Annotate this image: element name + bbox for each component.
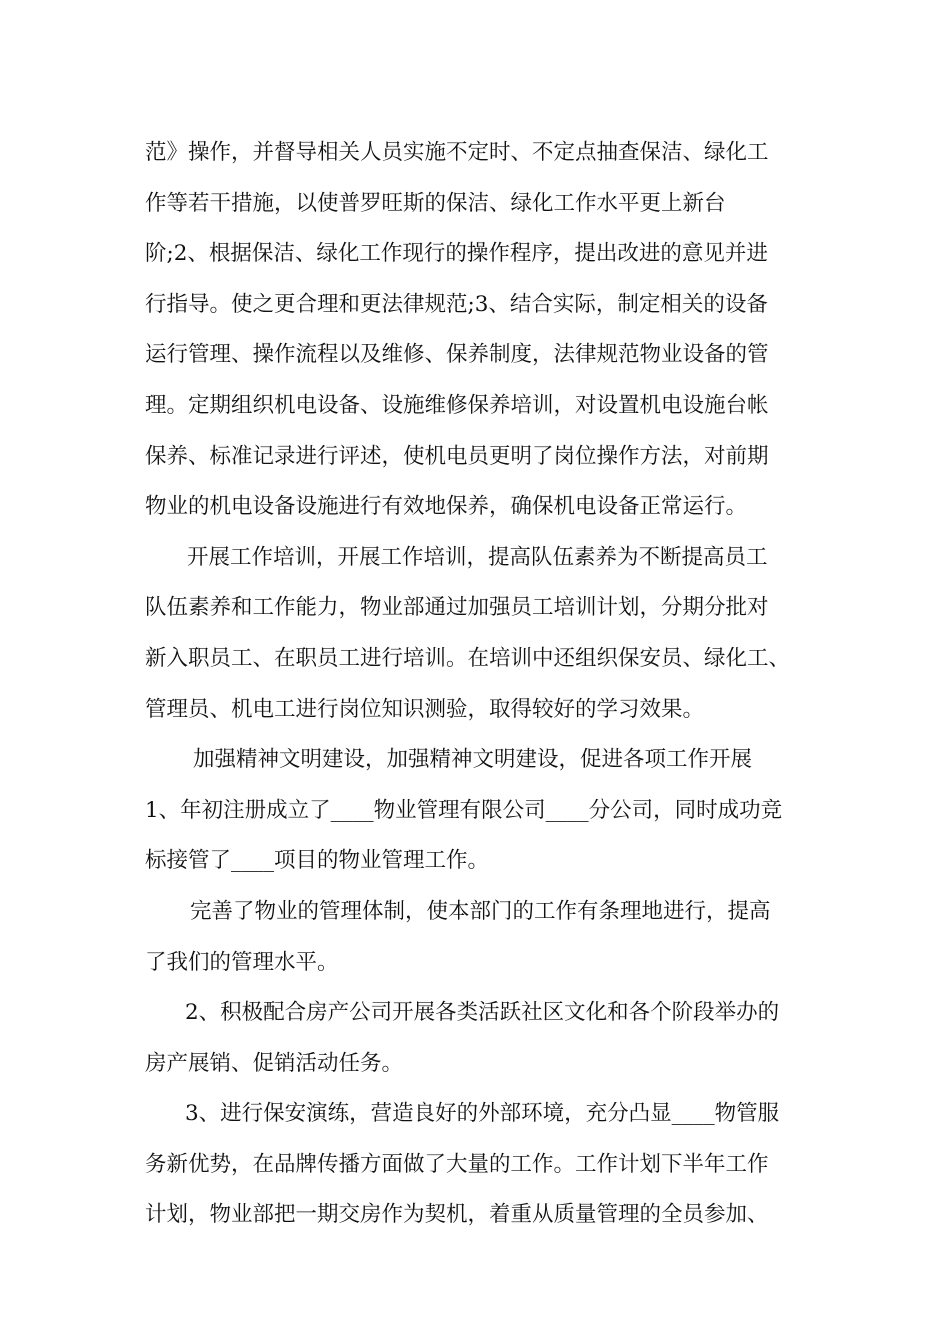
text-line: 计划，物业部把一期交房作为契机，着重从质量管理的全员参加、 — [145, 1202, 769, 1228]
text-line: 管理员、机电工进行岗位知识测验，取得较好的学习效果。 — [145, 696, 705, 722]
text-line: 了我们的管理水平。 — [145, 949, 339, 975]
text-line: 保养、标准记录进行评述，使机电员更明了岗位操作方法，对前期 — [145, 443, 769, 469]
text-line: 作等若干措施，以使普罗旺斯的保洁、绿化工作水平更上新台 — [145, 190, 726, 216]
text-line: 队伍素养和工作能力，物业部通过加强员工培训计划，分期分批对 — [145, 595, 769, 621]
text-line: 理。定期组织机电设备、设施维修保养培训，对设置机电设施台帐 — [145, 392, 769, 418]
paragraph-start-line: 开展工作培训，开展工作培训，提高队伍素养为不断提高员工 — [187, 544, 768, 570]
text-line: 阶;2、根据保洁、绿化工作现行的操作程序，提出改进的意见并进 — [145, 241, 768, 267]
paragraph-start-line: 3、进行保安演练，营造良好的外部环境，充分凸显____物管服 — [185, 1101, 780, 1127]
paragraph-start-line: 2、积极配合房产公司开展各类活跃社区文化和各个阶段举办的 — [185, 1000, 780, 1026]
text-line: 房产展销、促销活动任务。 — [145, 1050, 404, 1076]
text-line: 务新优势，在品牌传播方面做了大量的工作。工作计划下半年工作 — [145, 1151, 769, 1177]
text-line: 标接管了____项目的物业管理工作。 — [145, 848, 490, 874]
text-line: 运行管理、操作流程以及维修、保养制度，法律规范物业设备的管 — [145, 342, 769, 368]
text-line: 新入职员工、在职员工进行培训。在培训中还组织保安员、绿化工、 — [145, 645, 791, 671]
text-line: 物业的机电设备设施进行有效地保养，确保机电设备正常运行。 — [145, 494, 748, 520]
paragraph-start-line: 加强精神文明建设，加强精神文明建设，促进各项工作开展 — [193, 747, 753, 773]
text-line: 范》操作，并督导相关人员实施不定时、不定点抽查保洁、绿化工 — [145, 140, 769, 165]
document-body — [145, 128, 825, 1241]
text-line: 行指导。使之更合理和更法律规范;3、结合实际，制定相关的设备 — [145, 291, 768, 317]
paragraph-start-line: 完善了物业的管理体制，使本部门的工作有条理地进行，提高 — [190, 898, 771, 924]
text-line: 1、年初注册成立了____物业管理有限公司____分公司，同时成功竞 — [145, 797, 783, 823]
